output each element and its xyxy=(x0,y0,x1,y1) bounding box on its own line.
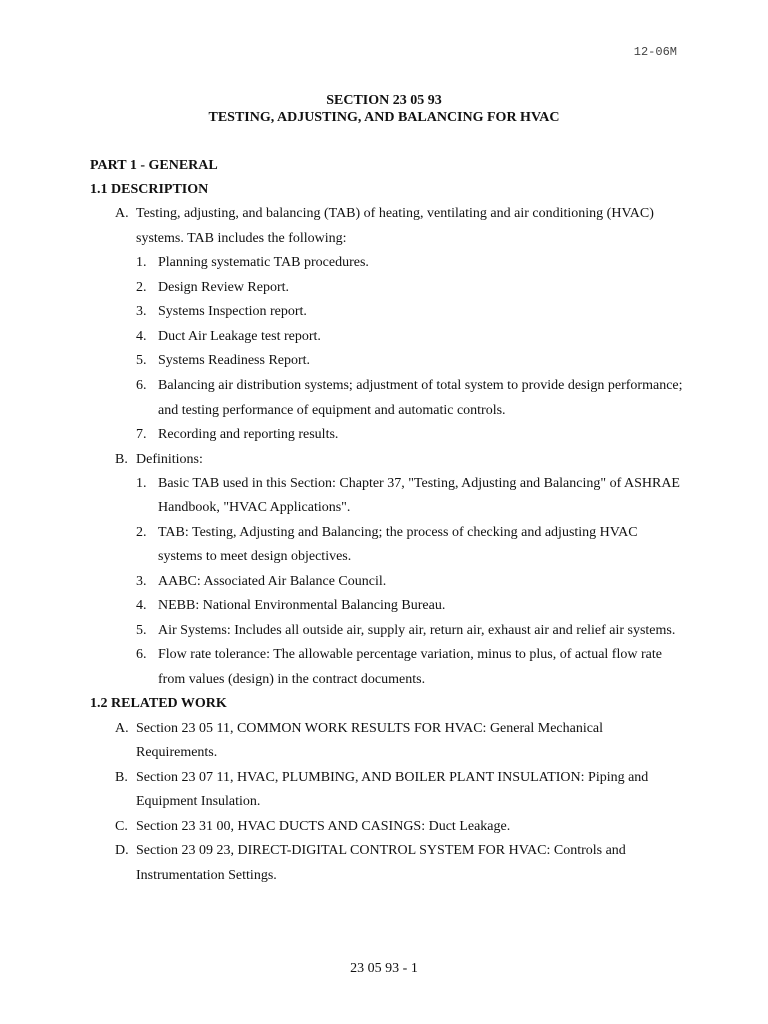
subsection-heading-1-1: 1.1 DESCRIPTION xyxy=(90,182,209,197)
list-number: 4. xyxy=(136,598,147,613)
list-number: 2. xyxy=(136,525,147,540)
list-item: Systems Inspection report. xyxy=(158,304,307,319)
part-heading: PART 1 - GENERAL xyxy=(90,158,218,173)
paragraph-line: Testing, adjusting, and balancing (TAB) of heating, ventilating and air conditioning (HVAC) xyxy=(136,206,654,221)
list-item-continuation: Handbook, "HVAC Applications". xyxy=(158,500,351,515)
related-work-continuation: Requirements. xyxy=(136,745,218,760)
paragraph-line: systems. TAB includes the following: xyxy=(136,231,347,246)
subsection-heading-1-2: 1.2 RELATED WORK xyxy=(90,696,227,711)
related-work-continuation: Instrumentation Settings. xyxy=(136,868,277,883)
list-number: 4. xyxy=(136,329,147,344)
document-code: 12-06M xyxy=(633,45,677,59)
list-number: 5. xyxy=(136,623,147,638)
list-number: 3. xyxy=(136,304,147,319)
list-item: Duct Air Leakage test report. xyxy=(158,329,321,344)
list-number: 6. xyxy=(136,378,147,393)
item-marker: B. xyxy=(115,452,128,467)
list-item-continuation: from values (design) in the contract documents. xyxy=(158,672,426,687)
list-item: Design Review Report. xyxy=(158,280,290,295)
list-item: Basic TAB used in this Section: Chapter 37, "Testing, Adjusting and Balancing" of ASHRAE xyxy=(158,476,680,491)
list-item: AABC: Associated Air Balance Council. xyxy=(158,574,387,589)
list-number: 2. xyxy=(136,280,147,295)
paragraph-line: Definitions: xyxy=(136,452,203,467)
section-title: TESTING, ADJUSTING, AND BALANCING FOR HVAC xyxy=(208,110,560,125)
item-marker: A. xyxy=(115,721,129,736)
item-marker: A. xyxy=(115,206,129,221)
list-item: Systems Readiness Report. xyxy=(158,353,311,368)
list-item: TAB: Testing, Adjusting and Balancing; the process of checking and adjusting HVAC xyxy=(158,525,638,540)
item-marker: B. xyxy=(115,770,128,785)
related-work-item: Section 23 09 23, DIRECT-DIGITAL CONTROL SYSTEM FOR HVAC: Controls and xyxy=(136,843,626,858)
related-work-item: Section 23 31 00, HVAC DUCTS AND CASINGS: Duct Leakage. xyxy=(136,819,511,834)
list-number: 5. xyxy=(136,353,147,368)
item-marker: C. xyxy=(115,819,128,834)
list-item: Balancing air distribution systems; adjustment of total system to provide design performance; xyxy=(158,378,683,393)
related-work-item: Section 23 07 11, HVAC, PLUMBING, AND BOILER PLANT INSULATION: Piping and xyxy=(136,770,649,785)
list-number: 6. xyxy=(136,647,147,662)
related-work-continuation: Equipment Insulation. xyxy=(136,794,261,809)
list-number: 3. xyxy=(136,574,147,589)
item-marker: D. xyxy=(115,843,129,858)
list-item: NEBB: National Environmental Balancing Bureau. xyxy=(158,598,446,613)
page-footer: 23 05 93 - 1 xyxy=(350,961,418,976)
list-item-continuation: and testing performance of equipment and automatic controls. xyxy=(158,403,506,418)
list-number: 1. xyxy=(136,476,147,491)
list-item-continuation: systems to meet design objectives. xyxy=(158,549,352,564)
list-number: 1. xyxy=(136,255,147,270)
list-item: Flow rate tolerance: The allowable percentage variation, minus to plus, of actual flow rate xyxy=(158,647,662,662)
list-item: Air Systems: Includes all outside air, supply air, return air, exhaust air and relief air systems. xyxy=(158,623,676,638)
list-item: Recording and reporting results. xyxy=(158,427,339,442)
section-number: SECTION 23 05 93 xyxy=(326,93,442,108)
related-work-item: Section 23 05 11, COMMON WORK RESULTS FOR HVAC: General Mechanical xyxy=(136,721,604,736)
list-number: 7. xyxy=(136,427,147,442)
list-item: Planning systematic TAB procedures. xyxy=(158,255,369,270)
